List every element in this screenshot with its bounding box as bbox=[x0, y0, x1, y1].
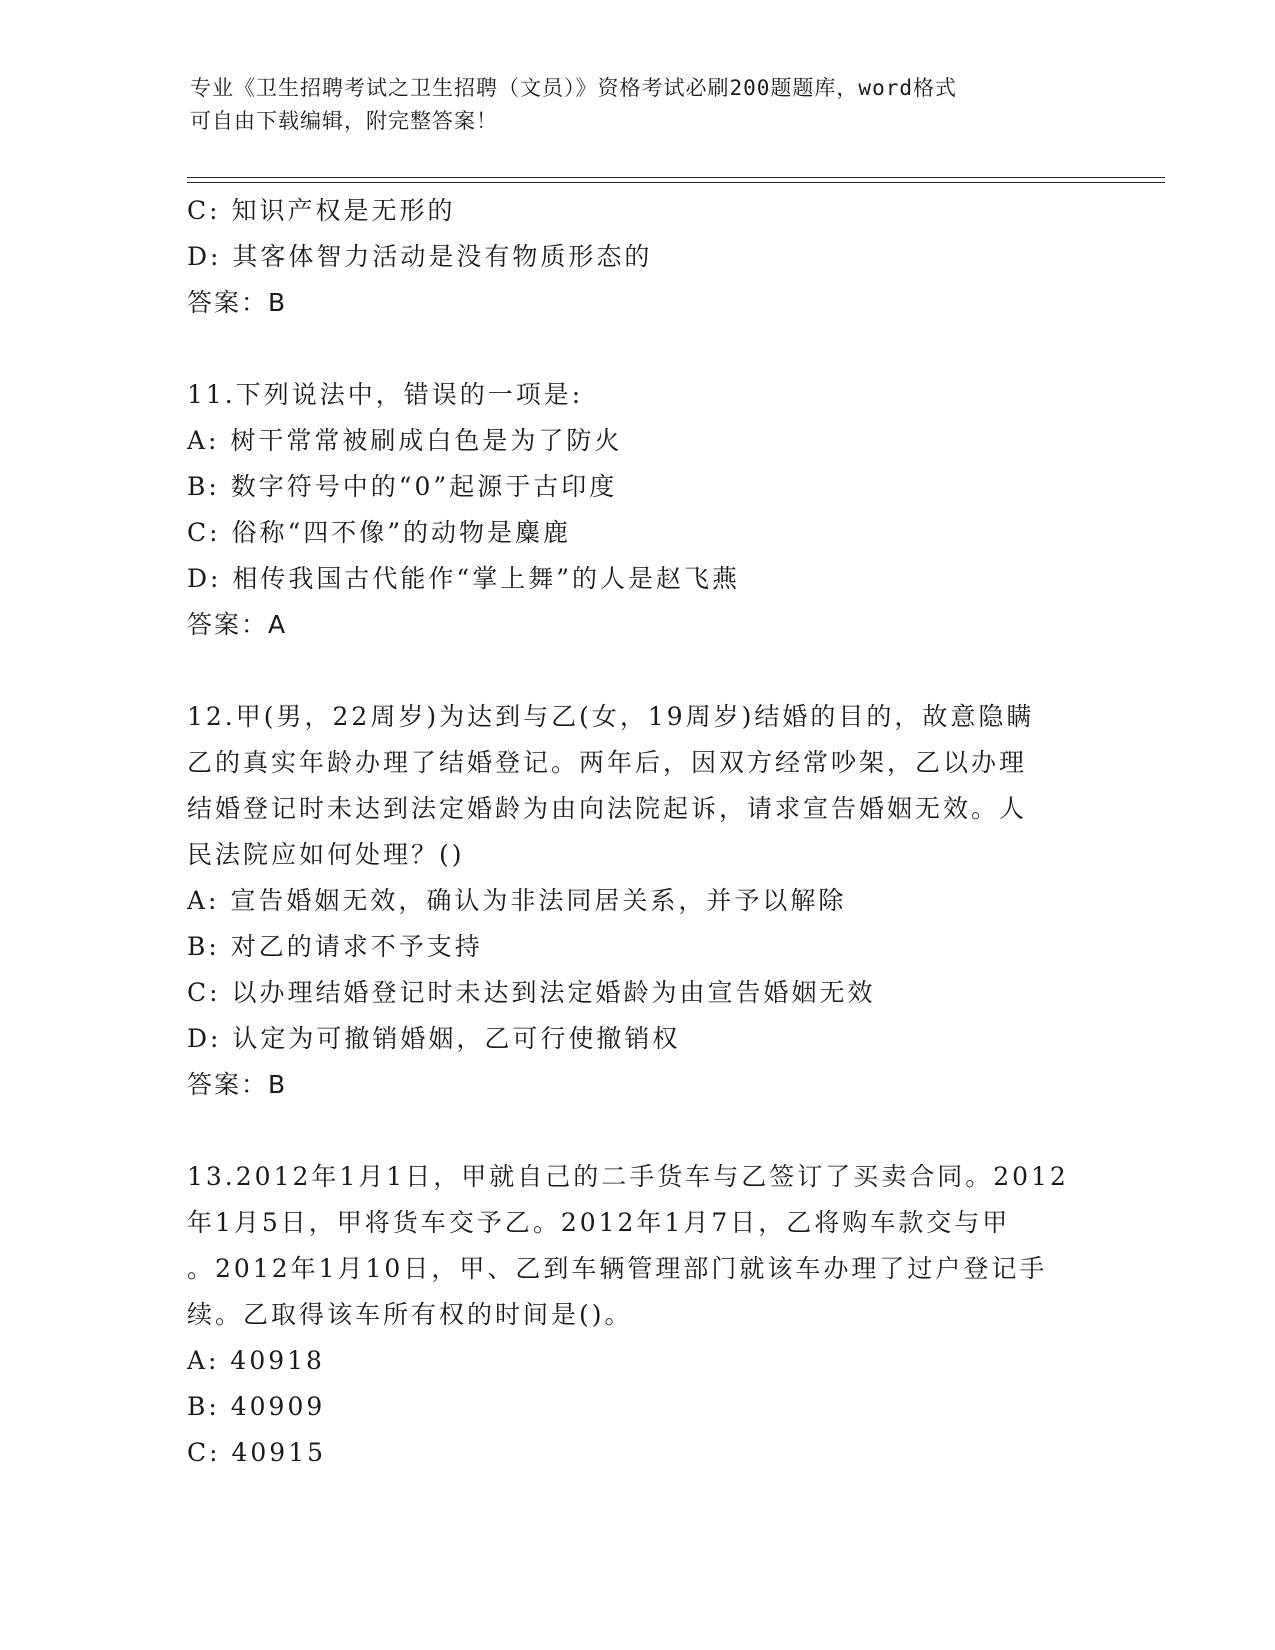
question-text-line: 年1月5日，甲将货车交予乙。2012年1月7日，乙将购车款交与甲 bbox=[187, 1208, 1011, 1237]
option-a: A: 40918 bbox=[187, 1346, 325, 1375]
header-divider-bottom bbox=[187, 182, 1165, 183]
option-b: B: 对乙的请求不予支持 bbox=[187, 932, 483, 961]
option-d: D: 相传我国古代能作“掌上舞”的人是赵飞燕 bbox=[187, 564, 740, 593]
header-title-line-1: 专业《卫生招聘考试之卫生招聘（文员）》资格考试必刷200题题库，word格式 bbox=[190, 76, 957, 100]
option-b: B: 数字符号中的“0”起源于古印度 bbox=[187, 472, 618, 501]
question-text-line: 13.2012年1月1日，甲就自己的二手货车与乙签订了买卖合同。2012 bbox=[187, 1162, 1069, 1191]
option-c: C: 俗称“四不像”的动物是麋鹿 bbox=[187, 518, 572, 547]
question-13 bbox=[187, 1154, 1107, 1476]
question-text-line: 结婚登记时未达到法定婚龄为由向法院起诉，请求宣告婚姻无效。人 bbox=[187, 794, 1028, 823]
option-c: C: 以办理结婚登记时未达到法定婚龄为由宣告婚姻无效 bbox=[187, 978, 876, 1007]
question-text-line: 。2012年1月10日，甲、乙到车辆管理部门就该车办理了过户登记手 bbox=[187, 1254, 1048, 1283]
question-text-line: 民法院应如何处理？() bbox=[187, 840, 465, 869]
question-10-tail bbox=[187, 188, 1107, 326]
option-c: C: 40915 bbox=[187, 1438, 327, 1467]
spacer bbox=[187, 1108, 1107, 1154]
spacer bbox=[187, 648, 1107, 694]
document-body bbox=[187, 188, 1107, 1476]
option-d: D: 其客体智力活动是没有物质形态的 bbox=[187, 242, 653, 271]
option-a: A: 宣告婚姻无效，确认为非法同居关系，并予以解除 bbox=[187, 886, 847, 915]
spacer bbox=[187, 326, 1107, 372]
option-a: A: 树干常常被刷成白色是为了防火 bbox=[187, 426, 623, 455]
option-c: C: 知识产权是无形的 bbox=[187, 196, 456, 225]
question-11 bbox=[187, 372, 1107, 648]
question-text-line: 乙的真实年龄办理了结婚登记。两年后，因双方经常吵架，乙以办理 bbox=[187, 748, 1028, 777]
option-b: B: 40909 bbox=[187, 1392, 326, 1421]
question-text: 11.下列说法中，错误的一项是: bbox=[187, 380, 584, 409]
header-divider-top bbox=[187, 177, 1165, 178]
question-12 bbox=[187, 694, 1107, 1108]
option-d: D: 认定为可撤销婚姻，乙可行使撤销权 bbox=[187, 1024, 681, 1053]
page-header bbox=[190, 72, 1090, 138]
answer-line: 答案：B bbox=[187, 288, 288, 317]
answer-line: 答案：A bbox=[187, 610, 288, 639]
question-text-line: 续。乙取得该车所有权的时间是()。 bbox=[187, 1300, 633, 1329]
header-title-line-2: 可自由下载编辑，附完整答案！ bbox=[190, 109, 498, 133]
question-text-line: 12.甲(男，22周岁)为达到与乙(女，19周岁)结婚的目的，故意隐瞒 bbox=[187, 702, 1035, 731]
answer-line: 答案：B bbox=[187, 1070, 288, 1099]
